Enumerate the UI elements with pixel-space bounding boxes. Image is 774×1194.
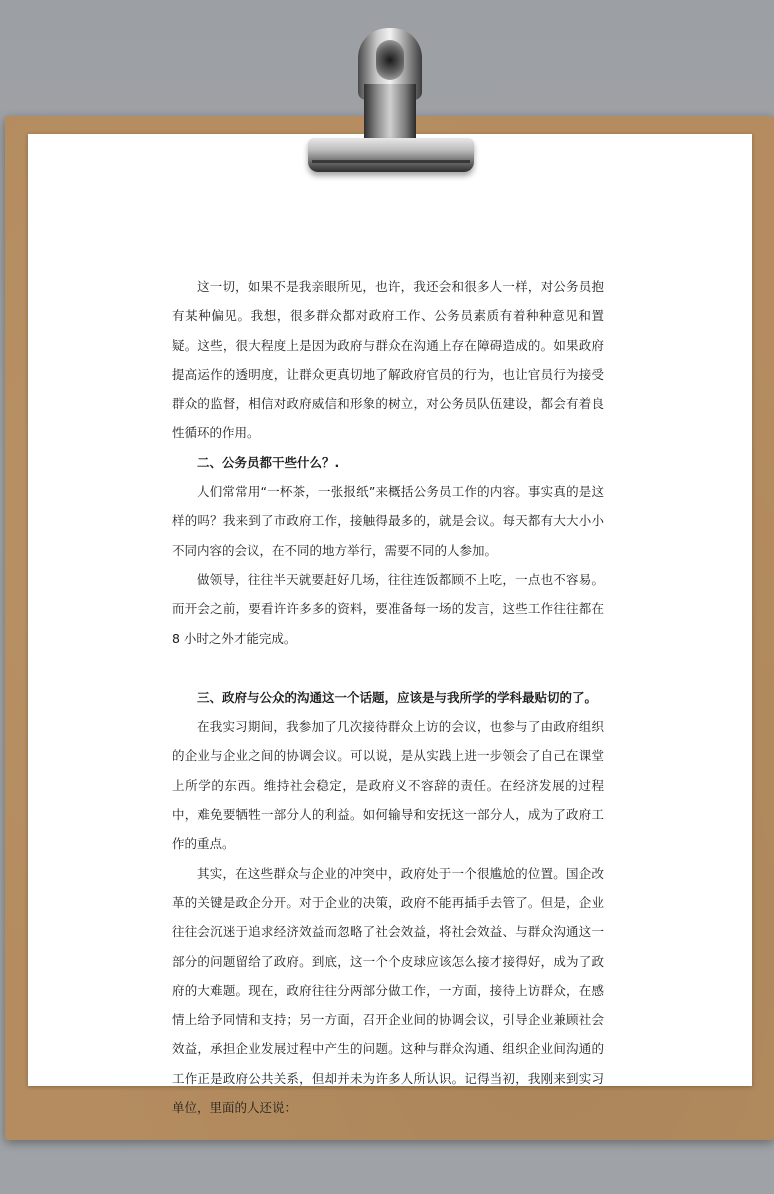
section-heading: 三、政府与公众的沟通这一个话题，应该是与我所学的学科最贴切的了。 — [197, 689, 598, 705]
document-body — [172, 272, 604, 1122]
clip-ring-hole — [376, 40, 404, 80]
paragraph: 人们常常用“一杯茶，一张报纸”来概括公务员工作的内容。事实真的是这样的吗？我来到了市政府工作，接触得最多的，就是会议。每天都有大大小小不同内容的会议，在不同的地方举行，需要不同的人参加。 — [172, 484, 604, 558]
clip-neck — [364, 84, 416, 140]
section-heading: 二、公务员都干些什么？. — [197, 454, 340, 470]
binder-clip — [308, 138, 474, 172]
paragraph: 这一切，如果不是我亲眼所见，也许，我还会和很多人一样，对公务员抱有某种偏见。我想，很多群众都对政府工作、公务员素质有着种种意见和置疑。这些，很大程度上是因为政府与群众在沟通上存在障碍造成的。如果政府提高运作的透明度，让群众更真切地了解政府官员的行为，也让官员行为接受群众的监督，相信对政府威信和形象的树立，对公务员队伍建设，都会有着良性循环的作用。 — [172, 279, 604, 441]
section-gap — [172, 653, 604, 683]
paragraph: 做领导，往往半天就要赶好几场，往往连饭都顾不上吃，一点也不容易。而开会之前，要看许许多多的资料，要准备每一场的发言，这些工作往往都在 8 小时之外才能完成。 — [172, 571, 604, 646]
clip-base-edge — [312, 160, 470, 163]
paragraph: 在我实习期间，我参加了几次接待群众上访的会议，也参与了由政府组织的企业与企业之间的协调会议。可以说，是从实践上进一步领会了自己在课堂上所学的东西。维持社会稳定，是政府义不容辞的责任。在经济发展的过程中，难免要牺牲一部分人的利益。如何输导和安抚这一部分人，成为了政府工作的重点。 — [172, 719, 604, 852]
paragraph: 其实，在这些群众与企业的冲突中，政府处于一个很尴尬的位置。国企改革的关键是政企分开。对于企业的决策，政府不能再插手去管了。但是，企业往往会沉迷于追求经济效益而忽略了社会效益，将社会效益、与群众沟通这一部分的问题留给了政府。到底，这一个个皮球应该怎么接才接得好，成为了政府的大难题。现在，政府往往分两部分做工作，一方面，接待上访群众，在感情上给予同情和支持；另一方面，召开企业间的协调会议，引导企业兼顾社会效益，承担企业发展过程中产生的问题。这种与群众沟通、组织企业间沟通的工作正是政府公共关系，但却并未为许多人所认识。记得当初，我刚来到实习单位，里面的人还说： — [172, 865, 604, 1116]
